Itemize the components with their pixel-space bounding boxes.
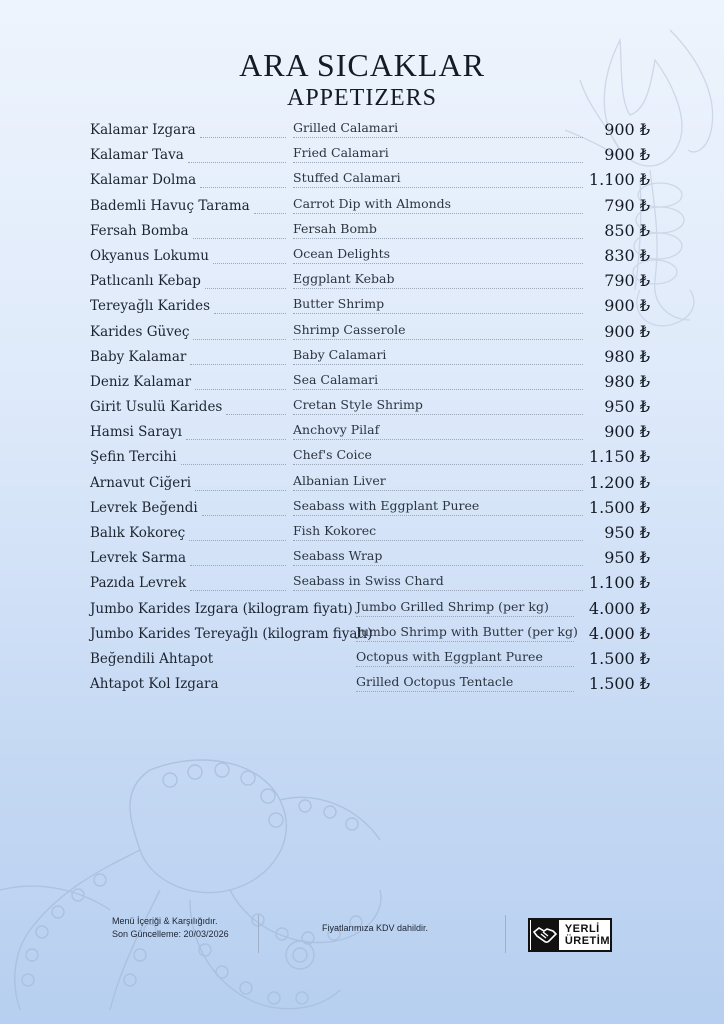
- menu-item-row: [90, 196, 650, 221]
- menu-item-row: [90, 221, 650, 246]
- item-name-en: Stuffed Calamari: [293, 170, 401, 186]
- item-name-tr: Karides Güveç: [90, 323, 190, 340]
- item-name-tr: Girit Usulü Karides: [90, 399, 223, 416]
- item-price: 1.150 ₺: [588, 447, 650, 467]
- item-price: 790 ₺: [604, 271, 650, 291]
- dot-leader: [293, 490, 583, 491]
- dot-leader: [356, 616, 574, 617]
- item-name-en: Shrimp Casserole: [293, 321, 406, 337]
- badge-label: [565, 923, 610, 947]
- dot-leader: [226, 414, 286, 415]
- footer-vat-note: Fiyatlarımıza KDV dahildir.: [322, 923, 429, 933]
- dot-leader: [213, 263, 286, 264]
- dot-leader: [190, 590, 286, 591]
- item-price: 950 ₺: [604, 548, 650, 568]
- menu-item-row: [90, 649, 650, 674]
- menu-item-row: [90, 523, 650, 548]
- item-name-en: Cretan Style Shrimp: [293, 397, 423, 413]
- item-name-tr: Levrek Beğendi: [90, 499, 198, 516]
- menu-item-row: [90, 447, 650, 472]
- item-name-en: Albanian Liver: [293, 472, 386, 488]
- item-name-en: Grilled Calamari: [293, 120, 399, 135]
- dot-leader: [293, 339, 583, 340]
- dot-leader: [190, 565, 286, 566]
- dot-leader: [356, 691, 574, 692]
- item-price: 790 ₺: [604, 195, 650, 215]
- item-name-tr: Jumbo Karides Tereyağlı (kilogram fiyatı): [90, 625, 373, 642]
- item-name-en: Baby Calamari: [293, 346, 387, 362]
- dot-leader: [293, 590, 583, 591]
- menu-item-row: [90, 624, 650, 649]
- dot-leader: [181, 464, 286, 465]
- item-name-en: Fersah Bomb: [293, 220, 377, 236]
- item-name-en: Grilled Octopus Tentacle: [356, 674, 514, 690]
- dot-leader: [293, 213, 583, 214]
- item-name-en: Seabass in Swiss Chard: [293, 573, 444, 589]
- item-price: 950 ₺: [604, 523, 650, 542]
- handshake-icon: [531, 920, 559, 950]
- item-price: 900 ₺: [604, 296, 650, 316]
- dot-leader: [200, 187, 286, 188]
- item-name-tr: Pazıda Levrek: [90, 575, 187, 592]
- dot-leader: [293, 515, 583, 516]
- item-price: 900 ₺: [604, 145, 650, 165]
- item-price: 4.000 ₺: [588, 623, 650, 643]
- item-name-en: Octopus with Eggplant Puree: [356, 648, 543, 664]
- item-name-en: Seabass with Eggplant Puree: [293, 497, 480, 513]
- item-name-en: Jumbo Grilled Shrimp (per kg): [356, 598, 549, 614]
- item-name-tr: Ahtapot Kol Izgara: [90, 676, 219, 693]
- dot-leader: [293, 162, 583, 163]
- item-name-en: Fried Calamari: [293, 145, 389, 161]
- menu-item-row: [90, 498, 650, 523]
- dot-leader: [293, 364, 583, 365]
- dot-leader: [202, 515, 286, 516]
- item-name-tr: Şefin Tercihi: [90, 449, 177, 466]
- footer-divider: [258, 915, 259, 953]
- item-price: 830 ₺: [604, 245, 650, 265]
- item-price: 950 ₺: [604, 397, 650, 417]
- dot-leader: [293, 414, 583, 415]
- menu-header: [0, 46, 724, 112]
- dot-leader: [293, 565, 583, 566]
- menu-item-row: [90, 473, 650, 498]
- item-name-tr: Levrek Sarma: [90, 550, 187, 567]
- item-price: 4.000 ₺: [588, 598, 650, 618]
- item-name-en: Fish Kokorec: [293, 523, 377, 538]
- footer-divider: [505, 915, 506, 953]
- item-price: 1.100 ₺: [588, 573, 650, 593]
- item-price: 1.200 ₺: [588, 472, 650, 492]
- dot-leader: [195, 490, 286, 491]
- item-name-en: Seabass Wrap: [293, 548, 383, 564]
- dot-leader: [293, 238, 583, 239]
- item-name-tr: Hamsi Sarayı: [90, 424, 182, 441]
- dot-leader: [188, 162, 286, 163]
- item-price: 900 ₺: [604, 120, 650, 139]
- item-price: 1.500 ₺: [588, 497, 650, 517]
- dot-leader: [254, 213, 286, 214]
- item-price: 850 ₺: [604, 220, 650, 240]
- badge-line2: ÜRETİM: [564, 935, 610, 947]
- dot-leader: [293, 439, 583, 440]
- item-price: 1.500 ₺: [588, 648, 650, 668]
- dot-leader: [293, 313, 583, 314]
- item-price: 900 ₺: [604, 321, 650, 341]
- footer-note: [112, 915, 229, 941]
- item-name-en: Ocean Delights: [293, 245, 391, 261]
- item-name-en: Carrot Dip with Almonds: [293, 195, 452, 211]
- page-title: ARA SICAKLAR: [239, 47, 485, 83]
- menu-item-row: [90, 296, 650, 321]
- menu-item-row: [90, 674, 650, 699]
- dot-leader: [200, 137, 286, 138]
- dot-leader: [205, 288, 286, 289]
- menu-item-row: [90, 573, 650, 598]
- item-name-tr: Baby Kalamar: [90, 348, 187, 365]
- item-name-tr: Arnavut Ciğeri: [90, 474, 192, 491]
- item-name-tr: Jumbo Karides Izgara (kilogram fiyatı): [90, 600, 353, 617]
- item-name-en: Eggplant Kebab: [293, 271, 395, 287]
- dot-leader: [293, 137, 583, 138]
- menu-item-row: [90, 120, 650, 145]
- footer: [0, 915, 724, 955]
- item-price: 1.500 ₺: [588, 674, 650, 694]
- dot-leader: [186, 439, 286, 440]
- item-name-tr: Fersah Bomba: [90, 222, 189, 239]
- item-name-tr: Balık Kokoreç: [90, 525, 186, 541]
- menu-item-row: [90, 397, 650, 422]
- octopus-illustration-icon: [0, 740, 420, 1020]
- dot-leader: [293, 288, 583, 289]
- dot-leader: [356, 666, 574, 667]
- dot-leader: [356, 641, 574, 642]
- dot-leader: [293, 187, 583, 188]
- menu-item-row: [90, 372, 650, 397]
- menu-item-row: [90, 422, 650, 447]
- dot-leader: [293, 540, 583, 541]
- dot-leader: [195, 389, 286, 390]
- menu-item-row: [90, 170, 650, 195]
- item-name-tr: Kalamar Tava: [90, 147, 184, 164]
- badge-line1: YERLİ: [564, 923, 600, 935]
- item-price: 1.100 ₺: [588, 170, 650, 190]
- item-name-tr: Deniz Kalamar: [90, 373, 192, 390]
- item-name-en: Sea Calamari: [293, 371, 379, 387]
- item-name-tr: Tereyağlı Karides: [90, 298, 211, 315]
- item-name-en: Anchovy Pilaf: [293, 422, 380, 438]
- menu-item-row: [90, 599, 650, 624]
- dot-leader: [193, 238, 286, 239]
- item-name-en: Jumbo Shrimp with Butter (per kg): [356, 623, 578, 639]
- item-name-tr: Kalamar Izgara: [90, 122, 196, 138]
- dot-leader: [214, 313, 286, 314]
- dot-leader: [193, 339, 286, 340]
- item-price: 900 ₺: [604, 422, 650, 442]
- item-price: 980 ₺: [604, 371, 650, 391]
- dot-leader: [293, 464, 583, 465]
- item-name-tr: Bademli Havuç Tarama: [90, 197, 250, 214]
- page-subtitle: APPETIZERS: [286, 85, 437, 111]
- menu-item-row: [90, 322, 650, 347]
- item-name-en: Butter Shrimp: [293, 296, 385, 312]
- item-name-tr: Patlıcanlı Kebap: [90, 273, 201, 290]
- dot-leader: [293, 389, 583, 390]
- item-name-tr: Okyanus Lokumu: [90, 247, 209, 264]
- dot-leader: [189, 540, 286, 541]
- footer-last-updated: Son Güncelleme: 20/03/2026: [112, 929, 229, 939]
- menu-item-row: [90, 246, 650, 271]
- menu-list: [90, 120, 650, 699]
- menu-item-row: [90, 145, 650, 170]
- item-name-en: Chef's Coice: [293, 447, 372, 463]
- dot-leader: [190, 364, 286, 365]
- menu-item-row: [90, 347, 650, 372]
- item-price: 980 ₺: [604, 346, 650, 366]
- menu-item-row: [90, 548, 650, 573]
- local-production-badge: [528, 918, 612, 952]
- item-name-tr: Beğendili Ahtapot: [90, 650, 214, 667]
- item-name-tr: Kalamar Dolma: [90, 172, 197, 189]
- footer-content-note: Menü İçeriği & Karşılığıdır.: [112, 916, 218, 926]
- menu-item-row: [90, 271, 650, 296]
- dot-leader: [293, 263, 583, 264]
